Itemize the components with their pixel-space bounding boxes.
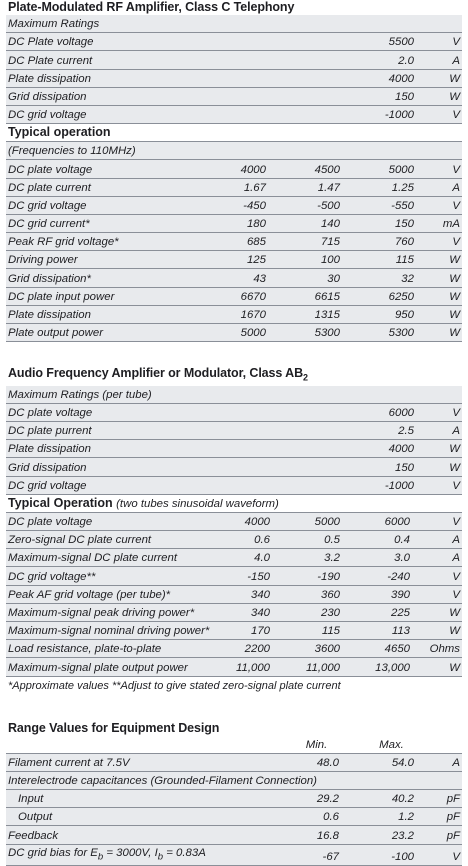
table-cell-value: 4000: [366, 69, 428, 87]
table-cell-value: 2200: [214, 640, 284, 658]
table-cell-unit: Ohms: [424, 640, 462, 658]
table-cell-value: 6000: [366, 403, 428, 421]
table-cell-unit: W: [424, 621, 462, 639]
section-spacer: [6, 697, 462, 721]
range-min-header: Min.: [278, 736, 353, 754]
table-cell-unit: V: [424, 585, 462, 603]
table-cell-value: 29.2: [278, 790, 353, 808]
rf-typical-operation-heading: Typical operation: [6, 124, 462, 142]
table-cell-value: 13,000: [354, 658, 424, 676]
table-cell-value: 360: [284, 585, 354, 603]
table-cell-unit: V: [424, 567, 462, 585]
table-row-label: Maximum-signal plate output power: [6, 658, 214, 676]
table-row-label: Plate dissipation: [6, 69, 366, 87]
table-cell-value: 5500: [366, 33, 428, 51]
table-cell-value: 170: [214, 621, 284, 639]
table-cell-value: 0.6: [278, 808, 353, 826]
table-cell-unit: mA: [428, 214, 462, 232]
table-row-label: DC grid voltage: [6, 196, 206, 214]
table-row-label: Plate dissipation: [6, 305, 206, 323]
table-cell-value: 340: [214, 603, 284, 621]
table-cell-value: 180: [206, 214, 280, 232]
table-cell-value: 4000: [206, 160, 280, 178]
table-cell-value: 1.47: [280, 178, 354, 196]
table-row-label: Maximum-signal nominal driving power*: [6, 621, 214, 639]
table-cell-value: 390: [354, 585, 424, 603]
table-cell-value: 23.2: [353, 826, 428, 844]
table-cell-value: 2.5: [366, 422, 428, 440]
table-cell-unit: pF: [428, 826, 462, 844]
table-cell-value: 30: [280, 269, 354, 287]
table-cell-value: 4.0: [214, 549, 284, 567]
table-row-label: DC plate purrent: [6, 422, 366, 440]
capacitances-label: Interelectrode capacitances (Grounded-Filament Connection): [6, 771, 462, 789]
table-row-label: DC grid voltage: [6, 476, 366, 494]
bias-label-mid: = 3000V, I: [103, 846, 158, 859]
table-cell-value: 43: [206, 269, 280, 287]
table-cell-unit: W: [424, 658, 462, 676]
table-cell-unit: W: [428, 251, 462, 269]
table-cell-value: -1000: [366, 105, 428, 123]
table-cell-value: 6670: [206, 287, 280, 305]
table-cell-value: -67: [278, 844, 353, 865]
table-cell-value: 1315: [280, 305, 354, 323]
table-cell-value: 140: [280, 214, 354, 232]
rf-section-title: Plate-Modulated RF Amplifier, Class C Telephony: [8, 0, 295, 14]
table-row-label: Maximum-signal peak driving power*: [6, 603, 214, 621]
table-cell-value: 115: [284, 621, 354, 639]
table-cell-value: -150: [214, 567, 284, 585]
table-cell-value: 1.2: [353, 808, 428, 826]
table-cell-value: 5000: [354, 160, 428, 178]
table-cell-value: 4000: [214, 513, 284, 531]
range-max-header: Max.: [353, 736, 428, 754]
table-cell-unit: V: [428, 196, 462, 214]
table-cell-value: 3600: [284, 640, 354, 658]
range-header-blank: [6, 736, 278, 754]
table-cell-value: 11,000: [214, 658, 284, 676]
table-cell-value: 150: [354, 214, 428, 232]
table-cell-unit: V: [428, 160, 462, 178]
table-cell-unit: A: [428, 51, 462, 69]
table-cell-value: 40.2: [353, 790, 428, 808]
table-cell-unit: V: [428, 33, 462, 51]
af-max-ratings-label: Maximum Ratings (per tube): [6, 386, 462, 404]
table-row-label: DC plate current: [6, 178, 206, 196]
table-row-label: Filament current at 7.5V: [6, 753, 278, 771]
table-cell-value: 5000: [284, 513, 354, 531]
bias-label-end: = 0.83A: [163, 846, 206, 859]
table-cell-value: 5000: [206, 324, 280, 342]
table-cell-value: 1.25: [354, 178, 428, 196]
table-row-label: Grid dissipation: [6, 458, 366, 476]
table-cell-unit: V: [428, 476, 462, 494]
table-row-label: Peak AF grid voltage (per tube)*: [6, 585, 214, 603]
table-row-label: [6, 844, 278, 865]
table-cell-value: 685: [206, 233, 280, 251]
table-cell-unit: V: [428, 844, 462, 865]
table-row-label: Plate dissipation: [6, 440, 366, 458]
table-cell-value: 16.8: [278, 826, 353, 844]
af-title-subscript: 2: [303, 372, 308, 383]
table-row-label: DC plate voltage: [6, 160, 206, 178]
table-row-label: Load resistance, plate-to-plate: [6, 640, 214, 658]
table-cell-value: 113: [354, 621, 424, 639]
range-values-table: [6, 736, 462, 866]
table-cell-unit: W: [428, 69, 462, 87]
table-row-label: DC plate voltage: [6, 513, 214, 531]
table-cell-value: 100: [280, 251, 354, 269]
table-cell-value: -500: [280, 196, 354, 214]
table-cell-unit: W: [428, 287, 462, 305]
table-row-label: Peak RF grid voltage*: [6, 233, 206, 251]
table-row-label: Grid dissipation*: [6, 269, 206, 287]
table-cell-value: 0.4: [354, 531, 424, 549]
table-cell-value: -100: [353, 844, 428, 865]
table-cell-value: 150: [366, 87, 428, 105]
table-cell-value: 6250: [354, 287, 428, 305]
af-max-ratings-table: [6, 386, 462, 495]
table-row-label: DC grid current*: [6, 214, 206, 232]
af-typical-note: (two tubes sinusoidal waveform): [116, 497, 279, 510]
table-cell-unit: V: [424, 513, 462, 531]
table-row-label: Driving power: [6, 251, 206, 269]
table-cell-value: -450: [206, 196, 280, 214]
table-cell-value: 2.0: [366, 51, 428, 69]
table-cell-value: 225: [354, 603, 424, 621]
table-cell-value: -190: [284, 567, 354, 585]
table-cell-value: 5300: [354, 324, 428, 342]
rf-max-ratings-label: Maximum Ratings: [6, 15, 462, 33]
table-cell-value: 125: [206, 251, 280, 269]
table-cell-value: -1000: [366, 476, 428, 494]
table-cell-value: 6615: [280, 287, 354, 305]
table-cell-value: 1.67: [206, 178, 280, 196]
table-cell-value: 4000: [366, 440, 428, 458]
table-cell-unit: A: [428, 753, 462, 771]
table-cell-value: 715: [280, 233, 354, 251]
table-cell-value: 150: [366, 458, 428, 476]
table-cell-value: 54.0: [353, 753, 428, 771]
table-cell-unit: A: [424, 549, 462, 567]
table-cell-unit: V: [428, 105, 462, 123]
af-section-title: [6, 366, 462, 386]
table-cell-value: 340: [214, 585, 284, 603]
table-cell-unit: W: [428, 305, 462, 323]
table-cell-value: 11,000: [284, 658, 354, 676]
table-row-label: DC grid voltage**: [6, 567, 214, 585]
rf-max-ratings-table: [6, 15, 462, 124]
table-cell-unit: V: [428, 233, 462, 251]
table-row-label: Maximum-signal DC plate current: [6, 549, 214, 567]
table-cell-value: -550: [354, 196, 428, 214]
table-row-label: Input: [6, 790, 278, 808]
table-cell-value: 6000: [354, 513, 424, 531]
bias-eb-subscript: b: [97, 850, 104, 862]
table-row-label: Grid dissipation: [6, 87, 366, 105]
bias-ib-subscript: b: [157, 850, 164, 862]
table-cell-value: 950: [354, 305, 428, 323]
table-cell-unit: pF: [428, 790, 462, 808]
table-cell-value: 3.0: [354, 549, 424, 567]
table-cell-unit: W: [428, 269, 462, 287]
table-cell-value: 760: [354, 233, 428, 251]
table-cell-unit: V: [428, 403, 462, 421]
table-cell-unit: W: [428, 458, 462, 476]
table-row-label: DC Plate current: [6, 51, 366, 69]
table-cell-value: 0.6: [214, 531, 284, 549]
bias-label-text: DC grid bias for E: [8, 846, 98, 859]
table-cell-unit: W: [424, 603, 462, 621]
table-cell-unit: A: [428, 178, 462, 196]
table-cell-value: 115: [354, 251, 428, 269]
table-row-label: DC plate voltage: [6, 403, 366, 421]
af-title-text: Audio Frequency Amplifier or Modulator, Class AB: [8, 366, 304, 381]
af-typical-operation-table: [6, 513, 462, 677]
table-cell-value: 230: [284, 603, 354, 621]
table-cell-value: 32: [354, 269, 428, 287]
table-row-label: Plate output power: [6, 324, 206, 342]
af-footnote: *Approximate values **Adjust to give stated zero-signal plate current: [8, 679, 341, 692]
table-row-label: Output: [6, 808, 278, 826]
table-cell-value: 1670: [206, 305, 280, 323]
table-row-label: Feedback: [6, 826, 278, 844]
table-row-label: DC grid voltage: [6, 105, 366, 123]
range-unit-header: [428, 736, 462, 754]
table-cell-value: 5300: [280, 324, 354, 342]
table-cell-value: 4650: [354, 640, 424, 658]
table-cell-value: 0.5: [284, 531, 354, 549]
table-cell-unit: W: [428, 324, 462, 342]
section-spacer: [6, 342, 462, 366]
table-cell-value: -240: [354, 567, 424, 585]
table-cell-unit: pF: [428, 808, 462, 826]
table-cell-unit: A: [428, 422, 462, 440]
table-row-label: DC plate input power: [6, 287, 206, 305]
table-cell-unit: A: [424, 531, 462, 549]
table-row-label: Zero-signal DC plate current: [6, 531, 214, 549]
table-row-label: DC Plate voltage: [6, 33, 366, 51]
table-cell-unit: W: [428, 87, 462, 105]
af-typical-operation-heading: [6, 495, 462, 513]
rf-typical-operation-table: [6, 142, 462, 342]
table-cell-value: 4500: [280, 160, 354, 178]
range-section-title: Range Values for Equipment Design: [8, 720, 220, 735]
table-cell-value: 3.2: [284, 549, 354, 567]
rf-frequency-note: (Frequencies to 110MHz): [6, 142, 462, 160]
table-cell-value: 48.0: [278, 753, 353, 771]
table-cell-unit: W: [428, 440, 462, 458]
af-typical-title: Typical Operation: [8, 495, 113, 510]
